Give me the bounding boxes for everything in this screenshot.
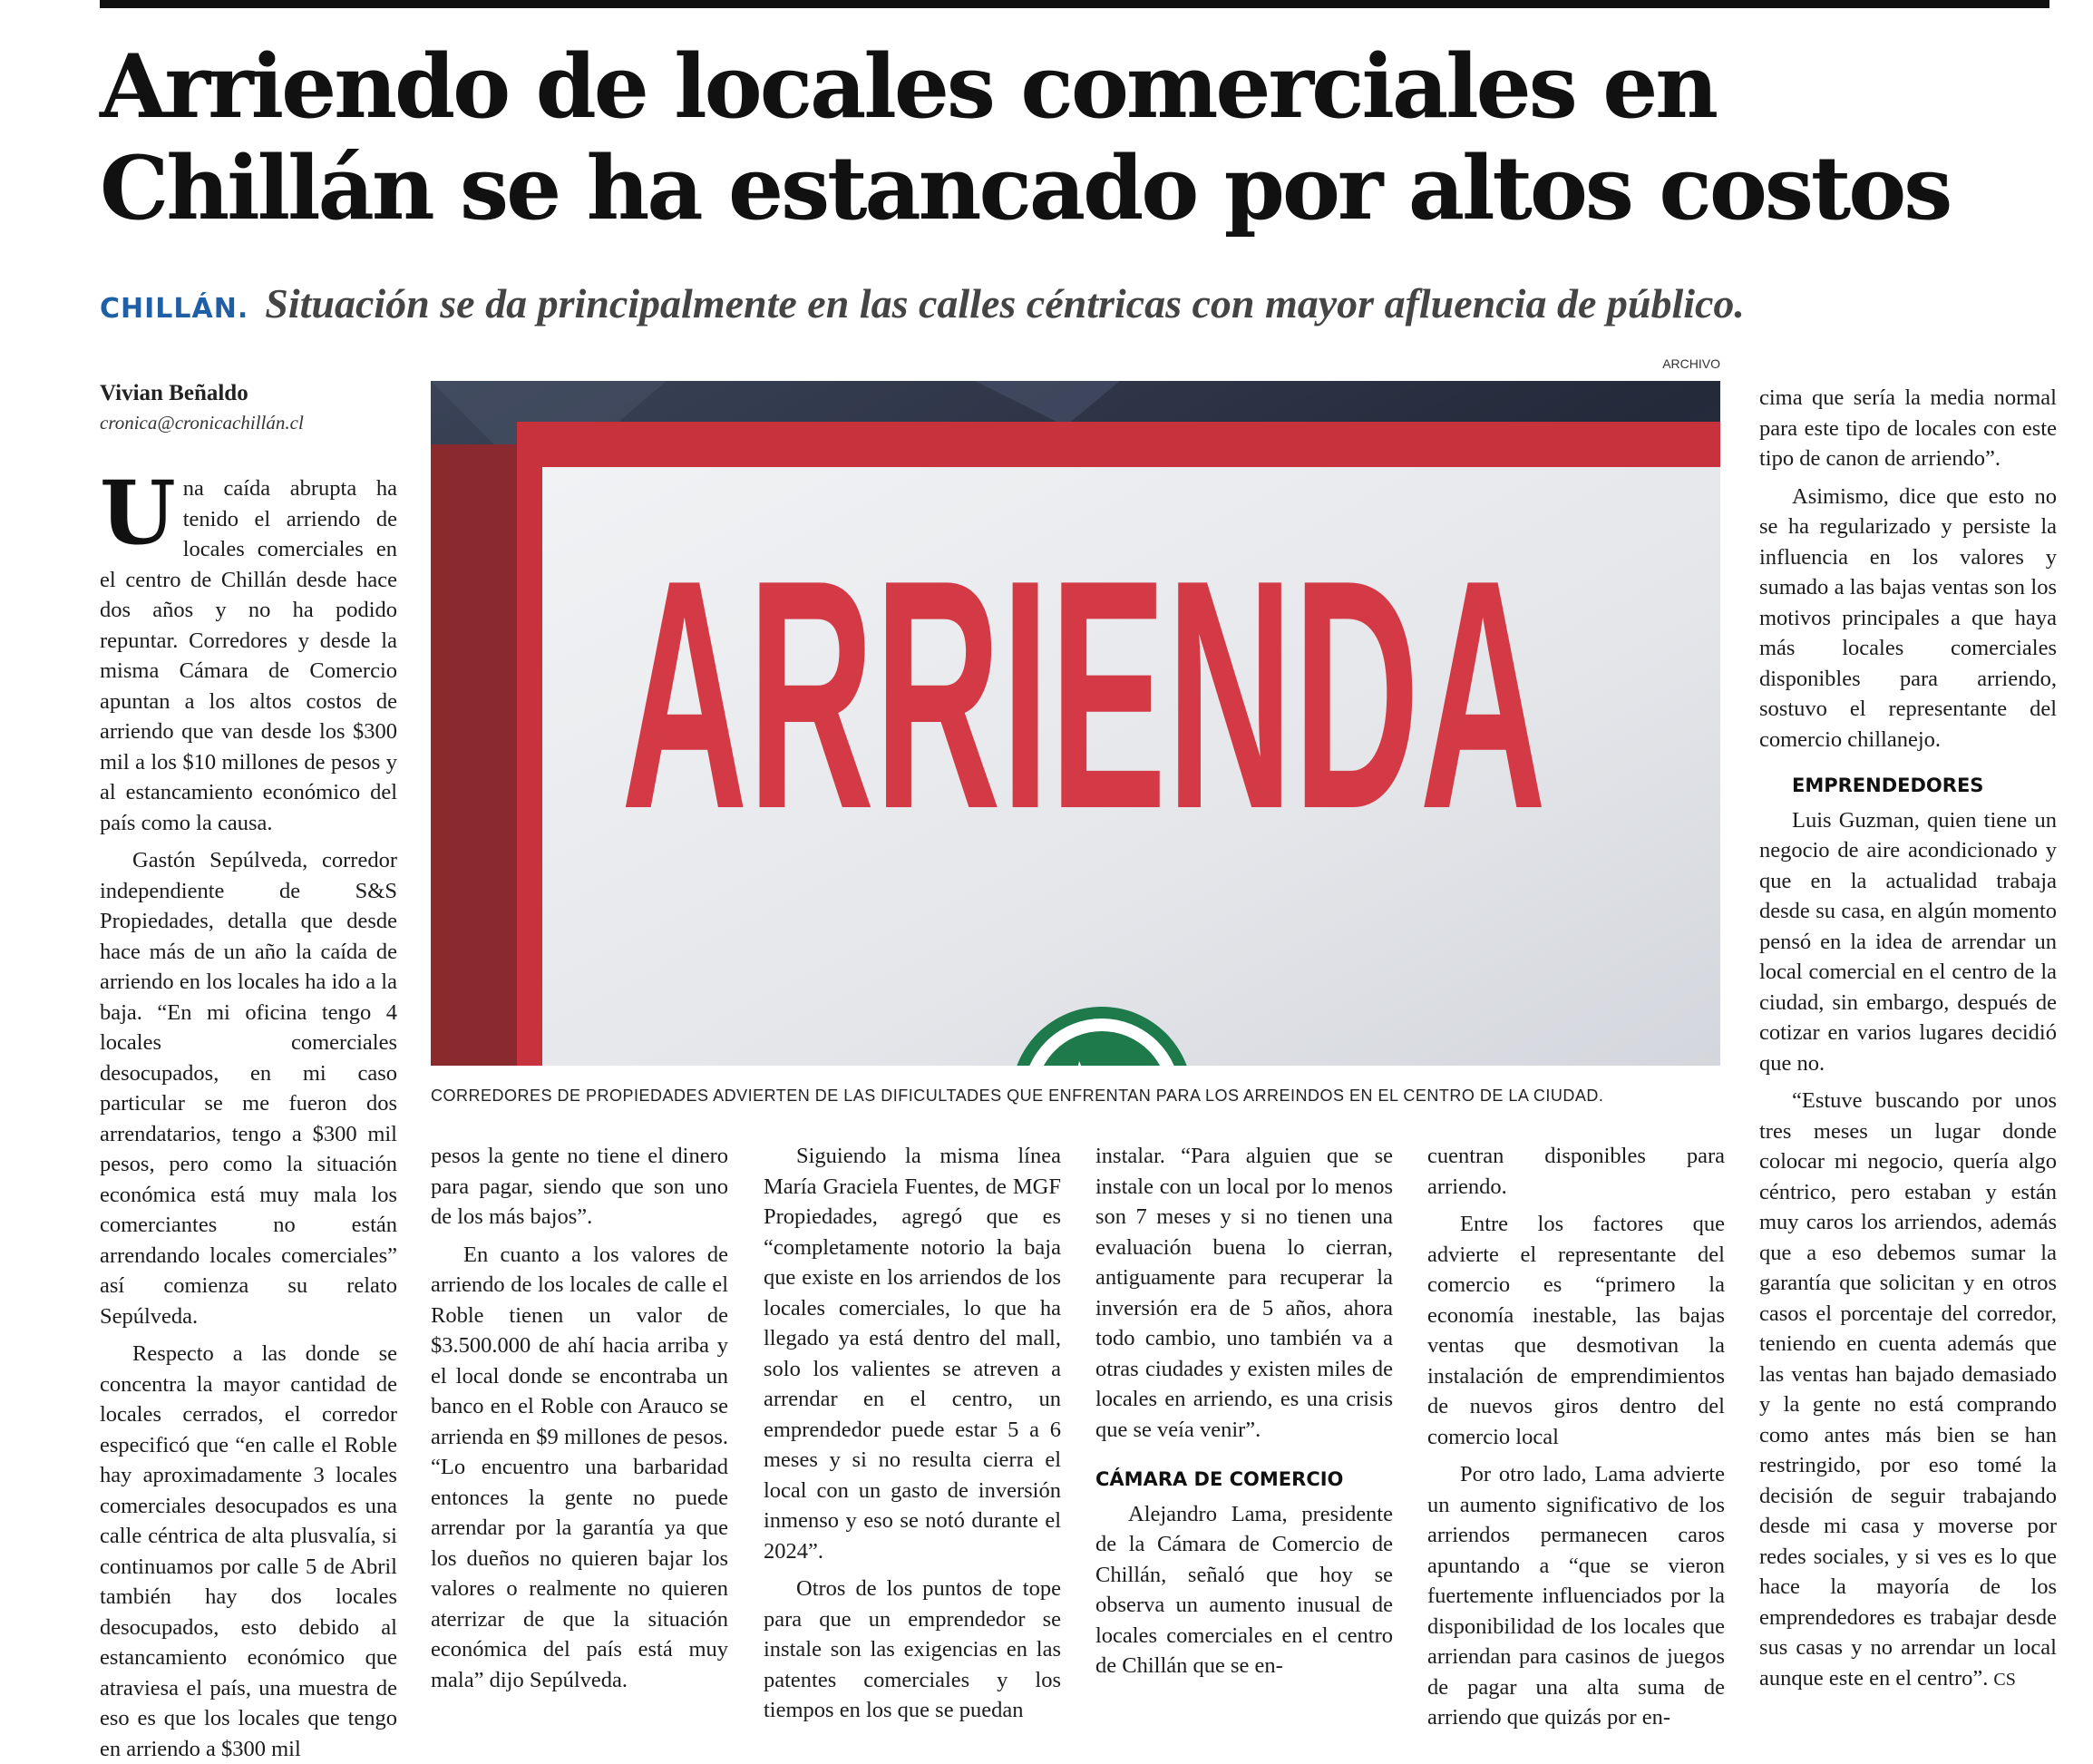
article-column-4 [1095, 1141, 1393, 1681]
paragraph: Por otro lado, Lama advierte un aumento significativo de los arriendos permanecen caros apuntando a “que se vieron fuertemente influenciados por la disponibilidad de los locales que arriendan para casinos de juegos de pagar una alta suma de arriendo que quizás por en- [1427, 1462, 1725, 1730]
paragraph-text: na caída abrupta ha tenido el arriendo de locales comerciales en el centro de Chillán desde hace dos años y no ha podido repuntar. Corredores y desde la misma Cámara de Comercio apuntan a los altos costos de arriendo que van desde los $300 mil a los $10 millones de pesos y al estancamiento económico del país como la causa. [100, 476, 397, 835]
paragraph: En cuanto a los valores de arriendo de los locales de calle el Roble tienen un valor de $3.500.000 de ahí hacia arriba y el local donde se encontraba un banco en el Roble con Arauco se arrienda en $9 millones de pesos. “Lo encuentro una barbaridad entonces la gente no puede arrendar por la garantía ya que los dueños no quieren bajar los valores o realmente no quieren aterrizar de que la situación económica del país está muy mala” dijo Sepúlveda. [431, 1242, 728, 1692]
paragraph: Entre los factores que advierte el representante del comercio es “primero la economía inestable, las bajas ventas que desmotivan la instalación de emprendimientos de nuevos giros dentro del comercio local [1427, 1212, 1725, 1449]
end-mark: CS [1993, 1669, 2016, 1690]
paragraph: cima que sería la media normal para este tipo de locales con este tipo de canon de arriendo”. [1759, 385, 2057, 471]
paragraph: Luis Guzman, quien tiene un negocio de aire acondicionado y que en la actualidad trabaja desde su casa, en algún momento pensó en la idea de arrendar un local comercial en el centro de la ciudad, sin embargo, después de cotizar en varios lugares decidió que no. [1759, 807, 2057, 1076]
section-heading-camara: CÁMARA DE COMERCIO [1095, 1468, 1344, 1490]
headline: Arriendo de locales comerciales en Chillán se ha estancado por altos costos [100, 35, 1951, 239]
paragraph [100, 462, 397, 838]
article-column-2 [431, 1141, 728, 1695]
paragraph: Siguiendo la misma línea María Graciela Fuentes, de MGF Propiedades, agregó que es “completamente notorio la baja que existe en los arriendos de los locales comerciales, lo que ha llegado ya está dentro del mall, solo los valientes se atreven a arrendar en el centro, un emprendedor puede estar 5 a 6 meses y si no resulta cierra el local con un gasto de inversión inmenso y eso se notó durante el 2024”. [764, 1144, 1061, 1564]
author-email: cronica@cronicachillán.cl [100, 412, 304, 434]
paragraph-text: “Estuve buscando por unos tres meses un lugar donde colocar mi negocio, quería algo céntrico, pero estaban y están muy caros los arriendos, además que a eso debemos sumar la garantía que solicitan y en otros casos el porcentaje del corredor, teniendo en cuenta además que las ventas han bajado demasiado y la gente no está comprando como antes más bien se han restringido, por eso tomé la decisión de seguir trabajando desde mi casa y moverse por redes sociales, y si ves es lo que hace la mayoría de los emprendedores es trabajar desde sus casas y no arrendar un local aunque este en el centro”. [1759, 1088, 2057, 1691]
kicker-location: CHILLÁN. [100, 293, 249, 325]
byline [100, 381, 399, 434]
paragraph: Asimismo, dice que esto no se ha regularizado y persiste la influencia en los valores y sumado a las bajas ventas son los motivos principales a que haya más locales comerciales disponibles para arriendo, sostuvo el representante del comercio chillanejo. [1759, 483, 2057, 752]
paragraph: pesos la gente no tiene el dinero para pagar, siendo que son uno de los más bajos”. [431, 1144, 728, 1229]
author-name: Vivian Beñaldo [100, 381, 248, 405]
article-column-6 [1759, 383, 2057, 1695]
deck [100, 279, 2049, 327]
paragraph: Alejandro Lama, presidente de la Cámara de Comercio de Chillán, señaló que hoy se observa un aumento inusual de locales comerciales en el centro de Chillán que se en- [1095, 1501, 1393, 1678]
paragraph: instalar. “Para alguien que se instale con un local por lo menos son 7 meses y si no tienen una evaluación buena lo cierran, antiguamente para recuperar la inversión era de 5 años, ahora todo cambio, uno también va a otras ciudades y existen miles de locales en arriendo, es una crisis que se veía venir”. [1095, 1144, 1393, 1442]
article-column-1 [100, 462, 397, 1764]
subheadline: Situación se da principalmente en las calles céntricas con mayor afluencia de público. [265, 280, 1745, 326]
paragraph: Respecto a las donde se concentra la mayor cantidad de locales cerrados, el corredor especificó que “en calle el Roble hay aproximadamente 3 locales comerciales desocupados es una calle céntrica de alta plusvalía, si continuamos por calle 5 de Abril también hay dos locales desocupados, esto debido al estancamiento económico que atraviesa el país, una muestra de eso es que los locales que tengo en arriendo a $300 mil [100, 1341, 397, 1761]
paragraph: Otros de los puntos de tope para que un emprendedor se instale son las exigencias en las patentes comerciales y los tiempos en los que se puedan [764, 1576, 1061, 1722]
photo-arrienda-sign [431, 381, 1720, 1066]
section-heading-emprendedores: EMPRENDEDORES [1792, 775, 1984, 796]
article-column-5 [1427, 1141, 1725, 1733]
drop-cap: U [100, 462, 176, 564]
photo-sign-text: ARRIENDA [621, 512, 1546, 877]
paragraph: cuentran disponibles para arriendo. [1427, 1144, 1725, 1199]
article-photo [431, 381, 1720, 1066]
photo-caption: CORREDORES DE PROPIEDADES ADVIERTEN DE LAS DIFICULTADES QUE ENFRENTAN PARA LOS ARREINDOS EN EL CENTRO DE LA CIUDAD. [431, 1087, 1604, 1105]
paragraph [1759, 1086, 2057, 1695]
article-column-3 [764, 1141, 1061, 1726]
paragraph: Gastón Sepúlveda, corredor independiente de S&S Propiedades, detalla que desde hace más de un año la caída de arriendo en los locales ha ido a la baja. “En mi oficina tengo 4 locales comerciales desocupados, en mi caso particular se me fueron dos arrendatarios, tengo a $300 mil pesos, pero como la situación económica está muy mala los comerciantes no están arrendando locales comerciales” así comienza su relato Sepúlveda. [100, 848, 397, 1329]
top-rule [100, 0, 2049, 8]
photo-credit: ARCHIVO [1662, 356, 1720, 371]
